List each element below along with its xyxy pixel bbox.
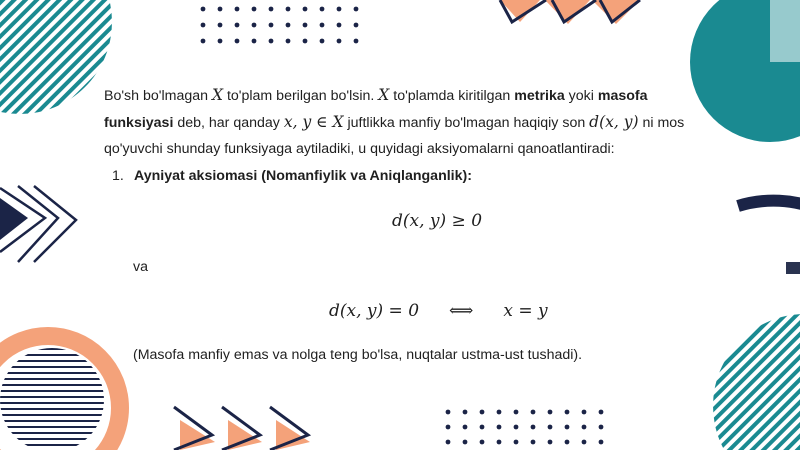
text-segment: to'plamda kiritilgan <box>389 88 515 104</box>
axiom-list-item <box>112 168 472 184</box>
text-segment: yoki <box>564 88 598 104</box>
math-d-xy: d(x, y) <box>589 113 639 131</box>
axiom-note: (Masofa manfiy emas va nolga teng bo'lsa, nuqtalar ustma-ust tushadi). <box>133 347 583 363</box>
math-X: X <box>211 86 223 104</box>
term-metrika: metrika <box>514 88 565 104</box>
formula-identity <box>329 301 548 321</box>
formula-nonnegativity <box>392 211 482 231</box>
list-number: 1. <box>112 168 124 184</box>
math-X: X <box>378 86 390 104</box>
text-segment: to'plam berilgan bo'lsin. <box>223 88 379 104</box>
connector-text: va <box>133 259 148 275</box>
axiom-title: Ayniyat aksiomasi (Nomanfiylik va Aniqlanganlik): <box>134 168 472 184</box>
text-segment: Bo'sh bo'lmagan <box>104 88 212 104</box>
text-segment: deb, har qanday <box>173 115 284 131</box>
formula-left: d(x, y) = 0 <box>329 301 420 321</box>
text-segment: ni mos qo'yuvchi shunday funksiyaga aytiladiki, u quyidagi aksiyomalarni qanoatlantiradi: <box>104 115 685 157</box>
term-masofa-funksiyasi: masofa funksiyasi <box>104 88 648 131</box>
math-xy-in-X: x, y ∈ X <box>283 113 344 131</box>
iff-symbol: ⟺ <box>449 301 474 321</box>
formula-right: x = y <box>503 301 548 321</box>
text-segment: juftlikka manfiy bo'lmagan haqiqiy son <box>343 115 590 131</box>
definition-paragraph <box>104 82 704 162</box>
formula-text: d(x, y) ≥ 0 <box>392 211 483 231</box>
